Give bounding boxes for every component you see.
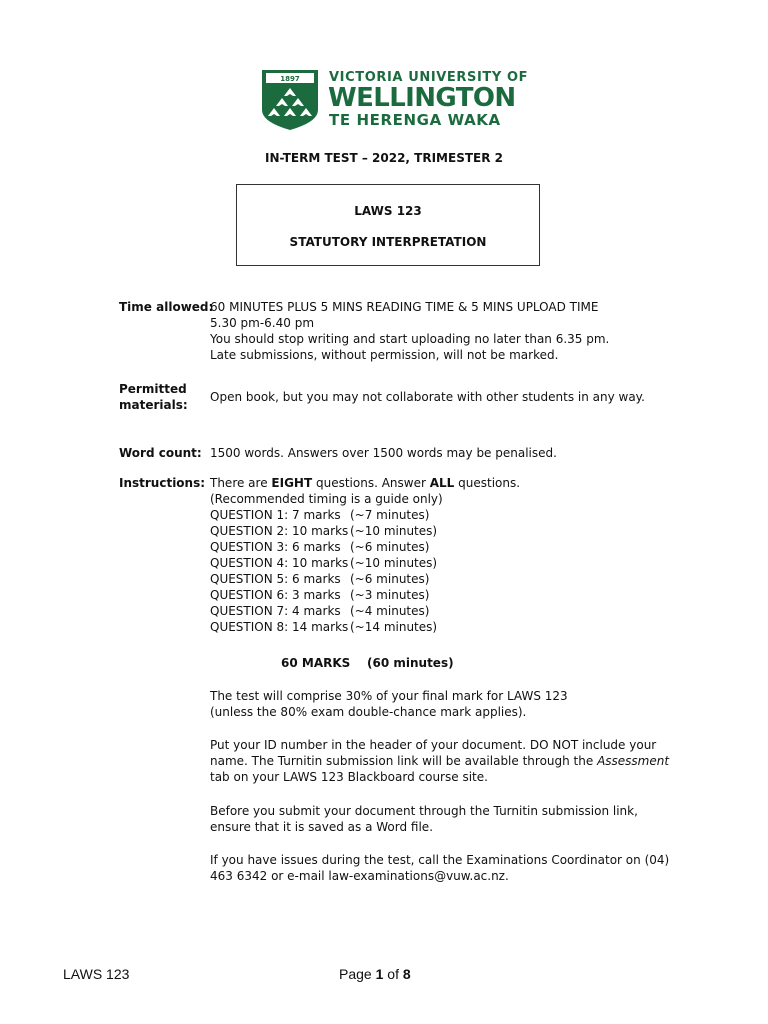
footer-page-number: Page 1 of 8 <box>339 966 411 982</box>
course-code: LAWS 123 <box>354 204 422 218</box>
instructions-label: Instructions: <box>119 476 206 490</box>
question-row <box>210 587 650 603</box>
question-time: (~7 minutes) <box>350 508 430 522</box>
time-allowed-line: 5.30 pm-6.40 pm <box>210 316 315 330</box>
paragraph-line: ensure that it is saved as a Word file. <box>210 820 434 834</box>
instructions-intro: There are EIGHT questions. Answer ALL questions. <box>210 476 521 490</box>
test-title: IN-TERM TEST – 2022, TRIMESTER 2 <box>265 151 503 165</box>
question-row <box>210 619 650 635</box>
logo-year: 1897 <box>280 75 300 83</box>
paragraph-line: (unless the 80% exam double-chance mark applies). <box>210 705 527 719</box>
paragraph-line: Put your ID number in the header of your document. DO NOT include your <box>210 738 657 752</box>
paragraph-line: 463 6342 or e-mail law-examinations@vuw.ac.nz. <box>210 869 509 883</box>
word-file-paragraph <box>210 803 650 835</box>
question-marks: QUESTION 8: 14 marks <box>210 620 349 634</box>
university-logo <box>262 70 529 132</box>
question-time: (~10 minutes) <box>350 524 438 538</box>
word-count-value: 1500 words. Answers over 1500 words may be penalised. <box>210 446 557 460</box>
university-crest-icon <box>262 70 318 130</box>
question-marks: QUESTION 7: 4 marks <box>210 604 341 618</box>
logo-text-line1: VICTORIA UNIVERSITY OF <box>329 70 529 85</box>
all-emphasis: ALL <box>429 476 455 490</box>
question-time: (~6 minutes) <box>350 572 430 586</box>
question-time: (~6 minutes) <box>350 540 430 554</box>
current-page: 1 <box>375 966 384 982</box>
question-marks: QUESTION 1: 7 marks <box>210 508 341 522</box>
paragraph-line: tab on your LAWS 123 Blackboard course site. <box>210 770 488 784</box>
footer-course-code: LAWS 123 <box>63 966 130 982</box>
time-allowed-line: Late submissions, without permission, will not be marked. <box>210 348 559 362</box>
instructions-guide: (Recommended timing is a guide only) <box>210 492 443 506</box>
logo-text-line2: WELLINGTON <box>328 83 516 113</box>
question-row <box>210 555 650 571</box>
question-marks: QUESTION 4: 10 marks <box>210 556 349 570</box>
word-count-label: Word count: <box>119 446 202 460</box>
course-box <box>236 184 540 266</box>
question-row <box>210 523 650 539</box>
assessment-italic: Assessment <box>597 754 670 768</box>
question-marks: QUESTION 3: 6 marks <box>210 540 341 554</box>
question-time: (~14 minutes) <box>350 620 438 634</box>
question-row <box>210 539 650 555</box>
total-marks: 60 MARKS (60 minutes) <box>281 656 454 670</box>
weighting-paragraph <box>210 688 650 720</box>
question-marks: QUESTION 5: 6 marks <box>210 572 341 586</box>
course-name: STATUTORY INTERPRETATION <box>289 235 487 249</box>
permitted-materials-label <box>119 381 188 413</box>
time-allowed-line: You should stop writing and start uploading no later than 6.35 pm. <box>210 332 610 346</box>
eight-emphasis: EIGHT <box>271 476 313 490</box>
question-row <box>210 507 650 523</box>
question-marks: QUESTION 6: 3 marks <box>210 588 341 602</box>
question-row <box>210 603 650 619</box>
paragraph-line: Before you submit your document through the Turnitin submission link, <box>210 804 638 818</box>
instructions-block <box>210 475 650 635</box>
total-pages: 8 <box>402 966 411 982</box>
question-row <box>210 571 650 587</box>
question-time: (~4 minutes) <box>350 604 430 618</box>
time-allowed-line: 60 MINUTES PLUS 5 MINS READING TIME & 5 MINS UPLOAD TIME <box>210 300 599 314</box>
question-marks: QUESTION 2: 10 marks <box>210 524 349 538</box>
permitted-materials-value: Open book, but you may not collaborate with other students in any way. <box>210 390 645 404</box>
question-time: (~10 minutes) <box>350 556 438 570</box>
question-time: (~3 minutes) <box>350 588 430 602</box>
submission-paragraph <box>210 737 670 785</box>
permitted-label-line1: Permitted <box>119 382 187 396</box>
paragraph-line: If you have issues during the test, call the Examinations Coordinator on (04) <box>210 853 670 867</box>
contact-paragraph <box>210 852 670 884</box>
paragraph-line: The test will comprise 30% of your final mark for LAWS 123 <box>210 689 568 703</box>
time-allowed-value <box>210 299 650 363</box>
logo-text-line3: TE HERENGA WAKA <box>329 111 501 129</box>
permitted-label-line2: materials: <box>119 398 188 412</box>
paragraph-line: name. The Turnitin submission link will be available through the Assessment <box>210 754 670 768</box>
time-allowed-label: Time allowed: <box>119 300 214 314</box>
